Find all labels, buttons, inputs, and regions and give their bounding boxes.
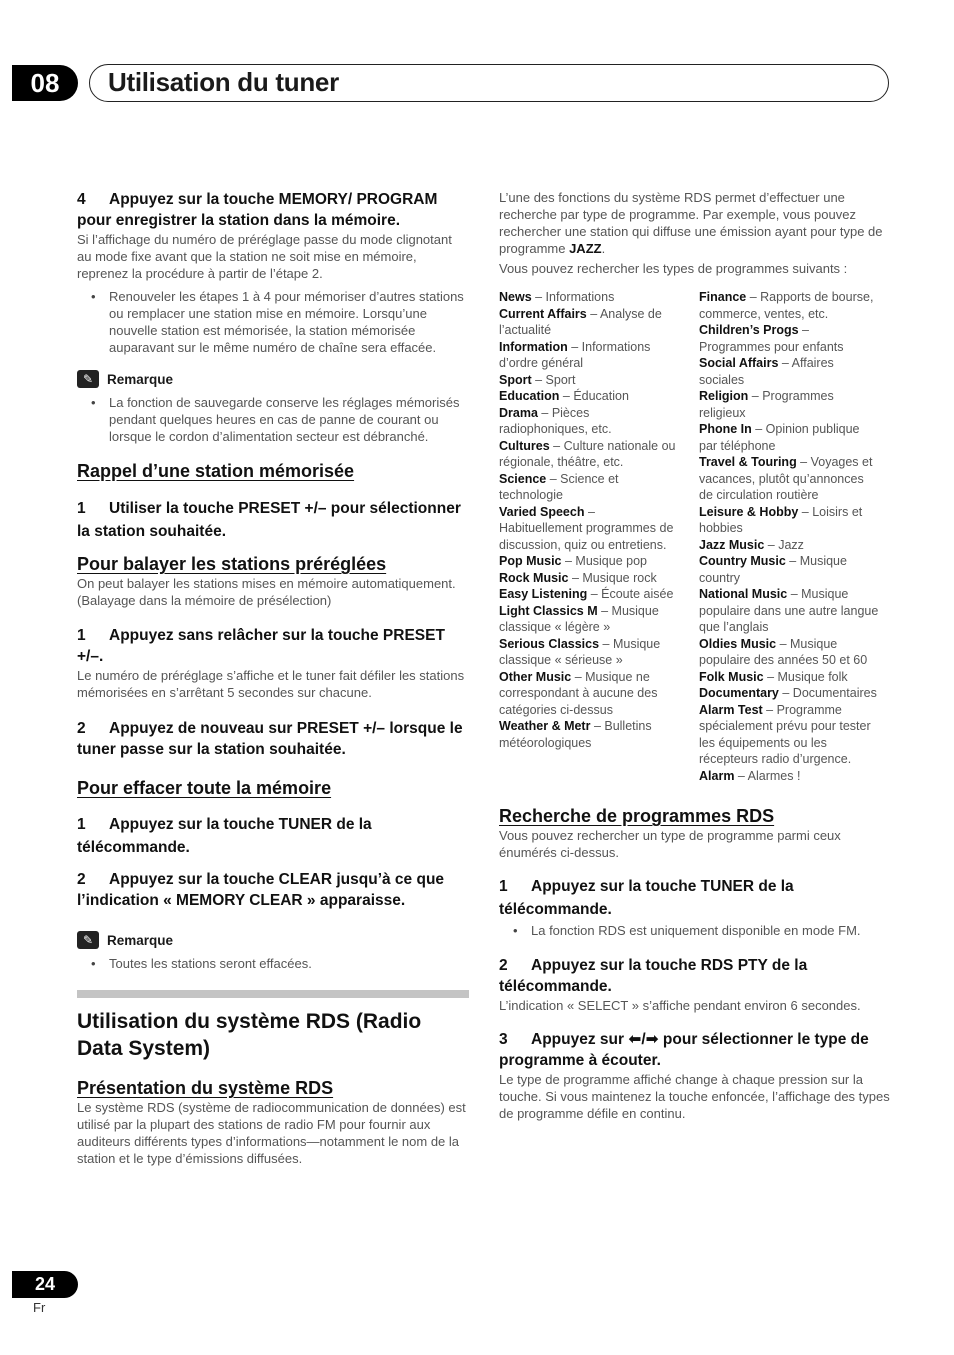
program-type-item: Education – Éducation [499, 389, 629, 403]
left-column [77, 189, 469, 1167]
program-type-item: Social Affairs – Affaires sociales [699, 356, 834, 387]
heading-rappel: Rappel d’une station mémorisée [77, 461, 355, 481]
heading-recherche: Recherche de programmes RDS [499, 806, 775, 826]
program-type-item: Rock Music – Musique rock [499, 570, 657, 585]
balayer-step-1-description: Le numéro de préréglage s’affiche et le tuner fait défiler les stations mémorisées en s’arrêtant 5 secondes sur chacune. [77, 668, 465, 700]
pencil-icon: ✎ [77, 370, 99, 388]
heading-balayer: Pour balayer les stations préréglées [77, 554, 387, 574]
program-type-item: Light Classics M – Musique classique « légère » [499, 603, 659, 634]
arrow-keys-icon: ⬅/➡ [628, 1031, 659, 1048]
list-item: • Renouveler les étapes 1 à 4 pour mémoriser d’autres stations ou remplacer une station mise en mémoire. Lorsqu’une nouvelle station est mémorisée, la station mémorisée auparavant sur le même numéro de chaîne sera effacée. [109, 288, 469, 356]
list-item: • La fonction RDS est uniquement disponible en mode FM. [531, 922, 891, 939]
program-type-item: Jazz Music – Jazz [699, 537, 804, 552]
program-type-item: Drama – Pièces radiophoniques, etc. [499, 405, 612, 436]
program-type-item: Other Music – Musique ne correspondant à aucune des catégories ci-dessus [499, 669, 658, 717]
recherche-step-3: 3 Appuyez sur ⬅/➡ pour sélectionner le type de programme à écouter. [499, 1031, 869, 1069]
step-4-bullets [77, 288, 469, 356]
recherche-step-1: 1 Appuyez sur la touche TUNER de la télécommande. [499, 878, 794, 918]
recherche-step-2-description: L’indication « SELECT » s’affiche pendant environ 6 secondes. [499, 998, 861, 1013]
right-column [499, 189, 891, 1122]
effacer-step-1: 1 Appuyez sur la touche TUNER de la télécommande. [77, 816, 372, 856]
page-title: Utilisation du tuner [108, 67, 339, 97]
program-type-item: Serious Classics – Musique classique « sérieuse » [499, 636, 661, 667]
chapter-badge: 08 [12, 65, 78, 101]
program-type-item: News – Informations [499, 290, 615, 304]
program-type-item: Weather & Metr – Bulletins météorologiques [499, 719, 652, 750]
program-type-item: Cultures – Culture nationale ou régionale, théâtre, etc. [499, 438, 676, 469]
list-item: • La fonction de sauvegarde conserve les réglages mémorisés pendant quelques heures en cas de panne de courant ou lorsque le cordon d’alimentation secteur est débranché. [109, 394, 469, 445]
note-2 [77, 931, 469, 949]
presentation-description: Le système RDS (système de radiocommunication de données) est utilisé par la plupart des stations de radio FM pour fournir aux auditeurs différents types d’informations—notamment le nom de la station et le type d’émissions diffusées. [77, 1100, 466, 1166]
program-type-item: Children’s Progs – Programmes pour enfants [699, 323, 844, 354]
program-type-item: Documentary – Documentaires [699, 686, 877, 700]
program-types-col-2 [699, 289, 881, 784]
balayer-description: On peut balayer les stations mises en mémoire automatiquement. (Balayage dans la mémoire de présélection) [77, 576, 456, 608]
rds-intro-2: Vous pouvez rechercher les types de programmes suivants : [499, 261, 848, 276]
program-type-item: Alarm Test – Programme spécialement prévu pour tester les équipements ou les récepteurs radio d’urgence. [699, 702, 871, 766]
rappel-step-1: 1 Utiliser la touche PRESET +/– pour sélectionner la station souhaitée. [77, 500, 461, 540]
program-type-item: Oldies Music – Musique populaire des années 50 et 60 [699, 636, 868, 667]
program-type-item: Varied Speech – Habituellement programmes de discussion, quiz ou entretiens. [499, 504, 674, 552]
heading-presentation: Présentation du système RDS [77, 1078, 334, 1098]
program-type-item: Finance – Rapports de bourse, commerce, ventes, etc. [699, 290, 874, 321]
program-type-item: Folk Music – Musique folk [699, 669, 848, 684]
program-type-item: Pop Music – Musique pop [499, 554, 647, 568]
effacer-step-2: 2 Appuyez sur la touche CLEAR jusqu’à ce que l’indication « MEMORY CLEAR » apparaisse. [77, 871, 445, 909]
recherche-description: Vous pouvez rechercher un type de programme parmi ceux énumérés ci-dessus. [499, 828, 841, 860]
note-1-bullets [77, 394, 469, 445]
list-item: • Toutes les stations seront effacées. [109, 955, 469, 972]
program-type-item: Current Affairs – Analyse de l’actualité [499, 306, 662, 337]
program-type-item: National Music – Musique populaire dans une autre langue que l’anglais [699, 587, 879, 634]
program-type-item: Country Music – Musique country [699, 554, 847, 585]
page-number: 24 [12, 1271, 78, 1298]
program-type-item: Science – Science et technologie [499, 471, 619, 502]
step-4-description: Si l’affichage du numéro de préréglage passe du mode clignotant au mode fixe avant que la station ne soit mise en mémoire, reprenez la procédure à partir de l’étape 2. [77, 232, 452, 281]
language-code: Fr [33, 1300, 46, 1315]
pencil-icon: ✎ [77, 931, 99, 949]
program-type-item: Religion – Programmes religieux [699, 389, 834, 420]
recherche-step-2: 2 Appuyez sur la touche RDS PTY de la télécommande. [499, 957, 808, 995]
heading-effacer: Pour effacer toute la mémoire [77, 778, 332, 798]
recherche-step-1-bullets [499, 922, 891, 939]
program-type-item: Travel & Touring – Voyages et vacances, plutôt qu’annonces de circulation routière [699, 455, 873, 502]
program-type-item: Easy Listening – Écoute aisée [499, 587, 674, 601]
note-2-bullets [77, 955, 469, 972]
program-type-item: Information – Informations d’ordre général [499, 339, 651, 370]
balayer-step-2: 2 Appuyez de nouveau sur PRESET +/– lorsque le tuner passe sur la station souhaitée. [77, 720, 463, 758]
program-type-item: Phone In – Opinion publique par téléphone [699, 422, 860, 453]
program-type-item: Leisure & Hobby – Loisirs et hobbies [699, 504, 863, 535]
section-divider [77, 990, 469, 998]
program-types [499, 289, 891, 784]
note-label: Remarque [107, 371, 174, 387]
step-4: 4 Appuyez sur la touche MEMORY/ PROGRAM pour enregistrer la station dans la mémoire. [77, 191, 438, 229]
note-1 [77, 370, 469, 388]
program-type-item: Sport – Sport [499, 372, 576, 387]
balayer-step-1: 1 Appuyez sans relâcher sur la touche PRESET +/–. [77, 627, 445, 665]
program-types-col-1 [499, 289, 681, 784]
program-type-item: Alarm – Alarmes ! [699, 768, 801, 783]
heading-rds: Utilisation du système RDS (Radio Data System) [77, 1010, 422, 1060]
rds-intro: L’une des fonctions du système RDS permet d’effectuer une recherche par type de programme. Par exemple, vous pouvez rechercher une station qui diffuse une émission ayant pour type de programme JAZZ. [499, 190, 883, 256]
recherche-step-3-description: Le type de programme affiché change à chaque pression sur la touche. Si vous maintenez la touche enfoncée, l’affichage des types de programme défile en continu. [499, 1072, 890, 1121]
note-label: Remarque [107, 932, 174, 948]
